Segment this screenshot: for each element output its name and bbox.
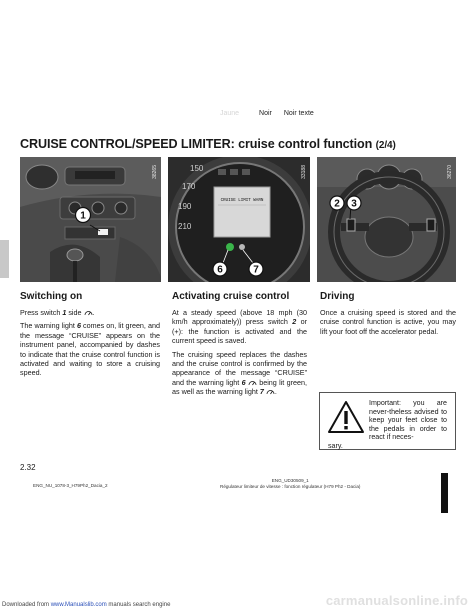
speed-150: 150 (190, 164, 204, 173)
watermark: carmanualsonline.info (325, 593, 468, 608)
paragraph: Press switch 1 side . (20, 308, 95, 317)
text: side (66, 308, 84, 317)
footer-center (220, 478, 360, 490)
warning-box (319, 392, 456, 450)
photo-code: 33188 (301, 165, 307, 179)
ghost-label: Jaune (220, 110, 240, 117)
display-text: CRUISE LIMIT WARN (220, 199, 264, 203)
ref-number: 1 (62, 308, 67, 317)
callout-6: 6 (217, 264, 223, 276)
text: Press switch (20, 308, 63, 317)
callout-2: 2 (334, 198, 340, 210)
warning-light-7 (239, 244, 245, 250)
title-main: CRUISE CONTROL/SPEED LIMITER: cruise control function (20, 137, 373, 151)
console-illustration (20, 157, 161, 282)
text: being lit green, as well as the warning light (172, 377, 307, 397)
speed-170: 170 (182, 182, 196, 191)
warning-light-6 (226, 243, 234, 251)
photo-instrument-panel (168, 157, 310, 282)
page-number: 2.32 (20, 463, 36, 472)
color-note (220, 110, 314, 117)
paragraph (172, 308, 307, 346)
warning-text: Important: you are never-theless advised to keep your feet close to the pedals in order to react if neces- (369, 399, 447, 442)
warning-triangle-icon (327, 400, 365, 434)
photo-code: 36270 (447, 165, 453, 179)
text: or (+): the function is activated and the current speed is saved. (172, 317, 308, 346)
ref-number: 2 (292, 317, 297, 327)
section-heading: Activating cruise control (172, 291, 290, 302)
edge-marker (441, 473, 448, 513)
color-label: Noir (259, 110, 272, 117)
ref-number: 7 (259, 387, 264, 397)
page-title (20, 137, 396, 151)
title-part: (2/4) (375, 140, 396, 151)
footer-left-code: ENG_NU_1078-3_H79Ph2_Dacia_2 (33, 483, 108, 488)
color-text-label: Noir texte (283, 110, 314, 117)
photo-steering-wheel (317, 157, 456, 282)
text: manuals search engine (106, 602, 171, 608)
section-heading: Switching on (20, 291, 83, 302)
manualslib-link[interactable]: www.Manualslib.com (50, 602, 107, 608)
footer-center-desc: Régulateur limiteur de vitesse : fonction régulateur (H79 Ph2 - Dacia) (220, 484, 361, 489)
section-activating (172, 291, 307, 401)
warning-text-end: sary. (328, 441, 343, 450)
cruise-speedometer-icon (248, 379, 257, 386)
text: The warning light (20, 321, 77, 331)
callout-3: 3 (351, 198, 357, 210)
section-switching-on (20, 291, 160, 382)
section-tab (0, 240, 9, 278)
paragraph (172, 350, 307, 397)
ref-number: 6 (76, 321, 81, 331)
section-heading: Driving (320, 291, 355, 302)
photo-code: 38265 (152, 165, 158, 179)
text: comes on, lit green, and the message “CRUISE” appears on the instrument panel, accompanied by dashes to indicate that the cruise control function is activated and waiting to store a cruising speed. (20, 321, 160, 378)
download-footer (2, 602, 170, 608)
ref-number: 6 (241, 377, 246, 387)
text: Downloaded from (2, 602, 51, 608)
speed-210: 210 (178, 222, 192, 231)
instrument-illustration (168, 157, 310, 282)
section-driving (320, 291, 456, 340)
callout-7: 7 (253, 264, 259, 276)
speed-190: 190 (178, 202, 192, 211)
text: The cruising speed replaces the dashes and the cruise control is confirmed by the appearance of the message “CRUISE” and the warning light (172, 349, 307, 387)
paragraph: Once a cruising speed is stored and the cruise control function is active, you may lift your foot off the accelerator pedal. (320, 308, 456, 336)
paragraph (20, 321, 160, 377)
photo-console-switch (20, 157, 161, 282)
footer-center-code: ENG_UD30509_1 (271, 478, 309, 483)
cruise-speedometer-icon (266, 388, 275, 395)
text: At a steady speed (above 18 mph (30 km/h approximately)) press switch (172, 308, 307, 327)
cruise-speedometer-icon (84, 309, 93, 316)
steering-illustration (317, 157, 456, 282)
text: . (274, 387, 277, 397)
callout-1: 1 (80, 210, 86, 222)
